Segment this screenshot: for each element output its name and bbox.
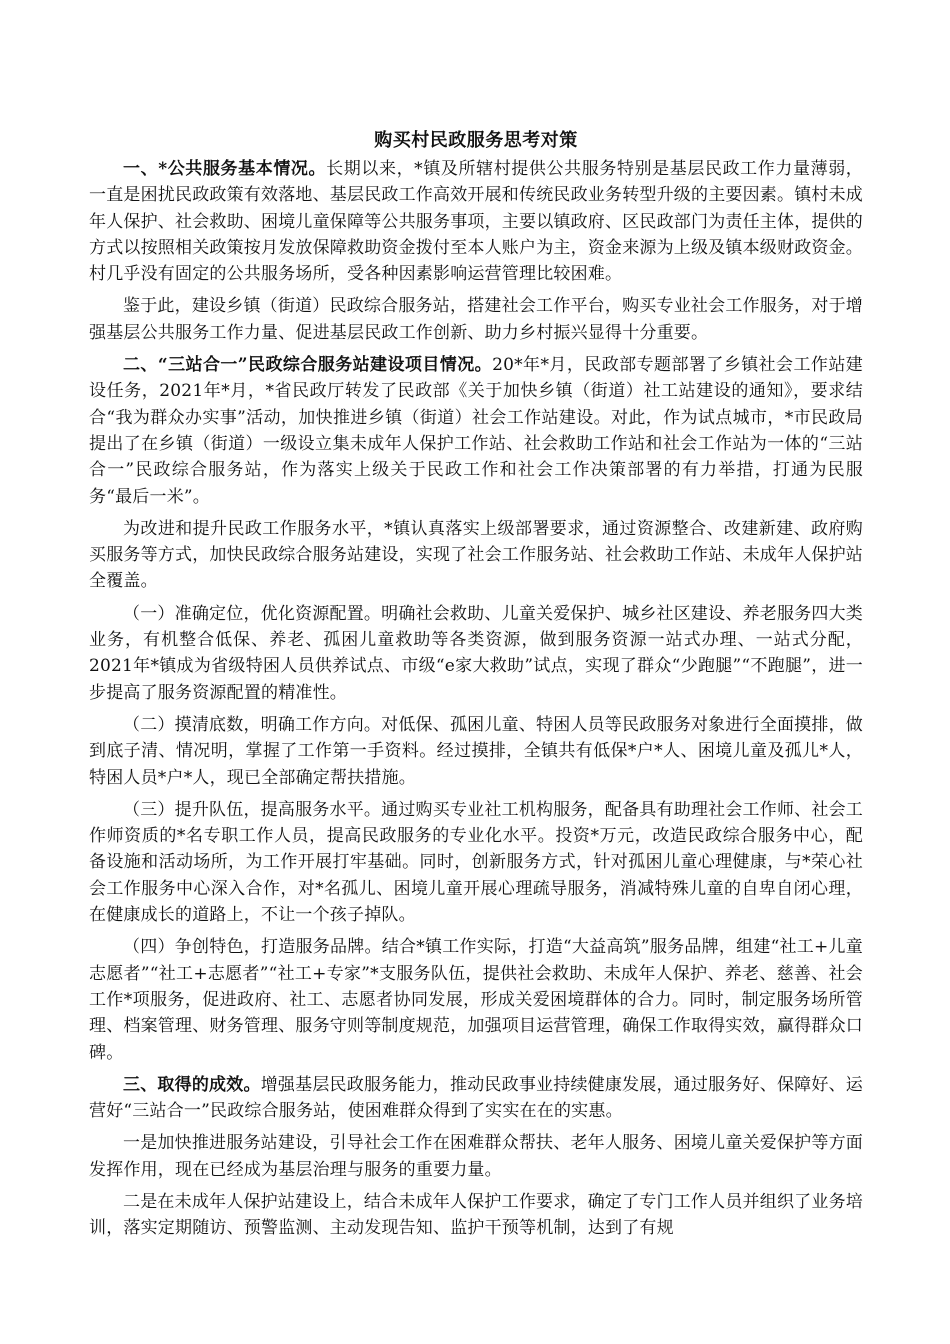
paragraph xyxy=(89,1130,863,1183)
paragraph-text: 20*年*月，民政部专题部署了乡镇社会工作站建设任务，2021年*月，*省民政厅转发了民政部《关于加快乡镇（街道）社工站建设的通知》，要求结合“我为群众办实事”活动，加快推进乡镇（街道）社会工作站建设。对此，作为试点城市，*市民政局提出了在乡镇（街道）一级设立集未成年人保护工作站、社会救助工作站和社会工作站为一体的“三站合一”民政综合服务站，作为落实上级关于民政工作和社会工作决策部署的有力举措，打通为民服务“最后一米”。 xyxy=(89,355,863,507)
document-title: 购买村民政服务思考对策 xyxy=(374,130,578,151)
document-body xyxy=(89,128,863,1248)
section-heading-1: 一、*公共服务基本情况。 xyxy=(123,159,327,179)
paragraph-text: （三）提升队伍，提高服务水平。通过购买专业社工机构服务，配备具有助理社会工作师、社会工作师资质的*名专职工作人员，提高民政服务的专业化水平。投资*万元，改造民政综合服务中心，配备设施和活动场所，为工作开展打牢基础。同时，创新服务方式，针对孤困儿童心理健康，与*荣心社会工作服务中心深入合作，对*名孤儿、困境儿童开展心理疏导服务，消减特殊儿童的自卑自闭心理，在健康成长的道路上，不让一个孩子掉队。 xyxy=(89,799,863,926)
paragraph-text: 二是在未成年人保护站建设上，结合未成年人保护工作要求，确定了专门工作人员并组织了业务培训，落实定期随访、预警监测、主动发现告知、监护干预等机制，达到了有规 xyxy=(89,1191,863,1239)
section-heading-2: 二、“三站合一”民政综合服务站建设项目情况。 xyxy=(123,355,493,376)
paragraph-item-3 xyxy=(89,797,863,928)
paragraph xyxy=(89,516,863,595)
paragraph-text: （四）争创特色，打造服务品牌。结合*镇工作实际，打造“大益高筑”服务品牌，组建“社工+儿童志愿者”“社工+志愿者”“社工+专家”*支服务队伍，提供社会救助、未成年人保护、养老、慈善、社会工作*项服务，促进政府、社工、志愿者协同发展，形成关爱困境群体的合力。同时，制定服务场所管理、档案管理、财务管理、服务守则等制度规范，加强项目运营管理，确保工作取得实效，赢得群众口碑。 xyxy=(89,937,863,1063)
paragraph-item-2 xyxy=(89,712,863,791)
paragraph-section-3 xyxy=(89,1072,863,1125)
paragraph-item-1 xyxy=(89,601,863,706)
paragraph-text: 一是加快推进服务站建设，引导社会工作在困难群众帮扶、老年人服务、困境儿童关爱保护等方面发挥作用，现在已经成为基层治理与服务的重要力量。 xyxy=(89,1133,863,1180)
paragraph-section-2 xyxy=(89,352,863,510)
paragraph-text: 为改进和提升民政工作服务水平，*镇认真落实上级部署要求，通过资源整合、改建新建、政府购买服务等方式，加快民政综合服务站建设，实现了社会工作服务站、社会救助工作站、未成年人保护站全覆盖。 xyxy=(89,518,863,592)
paragraph xyxy=(89,1189,863,1242)
section-heading-3: 三、取得的成效。 xyxy=(123,1074,261,1095)
paragraph-item-4 xyxy=(89,934,863,1065)
paragraph-text: （一）准确定位，优化资源配置。明确社会救助、儿童关爱保护、城乡社区建设、养老服务四大类业务，有机整合低保、养老、孤困儿童救助等各类资源，做到服务资源一站式办理、一站式分配，2021年*镇成为省级特困人员供养试点、市级“e家大救助”试点，实现了群众“少跑腿”“不跑腿”，进一步提高了服务资源配置的精准性。 xyxy=(89,603,863,703)
paragraph xyxy=(89,293,863,346)
paragraph-section-1 xyxy=(89,156,863,287)
paragraph-text: 增强基层民政服务能力，推动民政事业持续健康发展，通过服务好、保障好、运营好“三站合一”民政综合服务站，使困难群众得到了实实在在的实惠。 xyxy=(89,1074,864,1122)
paragraph-text: 鉴于此，建设乡镇（街道）民政综合服务站，搭建社会工作平台，购买专业社会工作服务，对于增强基层公共服务工作力量、促进基层民政工作创新、助力乡村振兴显得十分重要。 xyxy=(89,296,863,343)
paragraph-text: （二）摸清底数，明确工作方向。对低保、孤困儿童、特困人员等民政服务对象进行全面摸排，做到底子清、情况明，掌握了工作第一手资料。经过摸排，全镇共有低保*户*人、困境儿童及孤儿*人，特困人员*户*人，现已全部确定帮扶措施。 xyxy=(89,714,863,788)
paragraph-text: 长期以来，*镇及所辖村提供公共服务特别是基层民政工作力量薄弱，一直是困扰民政政策有效落地、基层民政工作高效开展和传统民政业务转型升级的主要因素。镇村未成年人保护、社会救助、困境儿童保障等公共服务事项，主要以镇政府、区民政部门为责任主体，提供的方式以按照相关政策按月发放保障救助资金拨付至本人账户为主，资金来源为上级及镇本级财政资金。村几乎没有固定的公共服务场所，受各种因素影响运营管理比较困难。 xyxy=(89,159,863,285)
